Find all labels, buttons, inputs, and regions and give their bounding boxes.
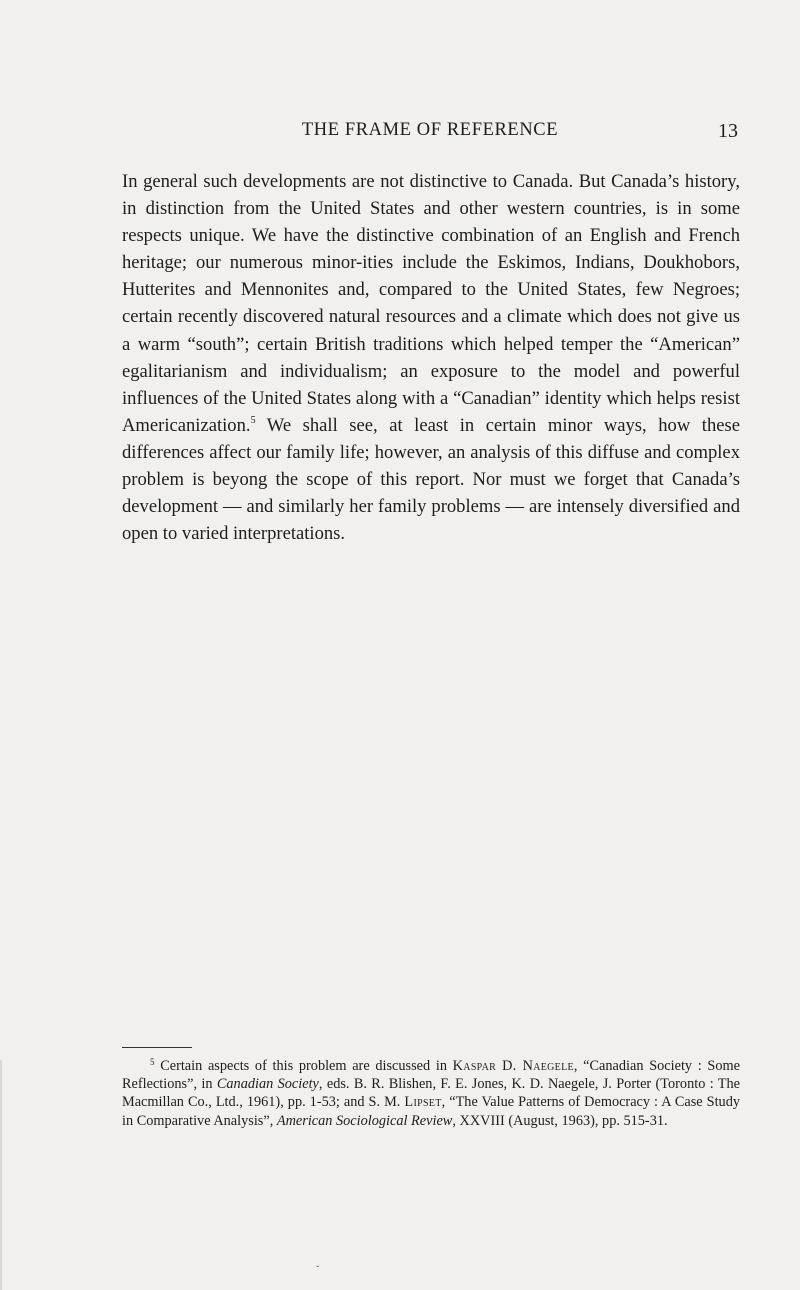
body-paragraph	[122, 168, 740, 547]
footnote-text: , “The Value Patterns of Democracy : A Case Study in Comparative Analysis”,	[122, 1094, 741, 1129]
scan-edge-mark	[0, 1060, 2, 1290]
footnote-text: , XXVIII (August, 1963), pp. 515-31.	[452, 1112, 668, 1129]
footnote-journal-title: Canadian Society	[216, 1076, 319, 1093]
footnote-text: , eds. B. R. Blishen, F. E. Jones, K. D. Naegele, J. Porter (Toronto : The Macmillan Co., Ltd., 1961), pp. 1-53; and S. M.	[122, 1076, 741, 1111]
footnote-reference: 5	[250, 414, 256, 426]
page-header	[122, 120, 738, 150]
scan-tick-mark: ˇ	[316, 1265, 320, 1276]
footnote-journal-title: American Sociological Review	[276, 1112, 453, 1129]
paragraph-text-part1: In general such developments are not distinctive to Canada. But Canada’s history, in distinction from the United States and other western countries, is in some respects unique. We have the distinctive combination of an English and French heritage; our numerous minor-ities include the Eskimos, Indians, Doukhobors, Hutterites and Mennonites and, compared to the United States, few Negroes; certain recently discovered natural resources and a climate which does not give us a warm “south”; certain British traditions which helped temper the “American” egalitarianism and individualism; an exposure to the model and powerful influences of the United States along with a “Canadian” identity which helps resist Americanization.	[122, 171, 740, 436]
footnote-marker: 5	[150, 1057, 155, 1067]
footnote-text: , “Canadian Society : Some Reflections”, in	[122, 1058, 740, 1093]
footnote-author: Lipset	[404, 1094, 442, 1111]
footnote-divider	[122, 1047, 192, 1048]
footnote-author: Kaspar D. Naegele	[452, 1058, 574, 1074]
page-number: 13	[718, 120, 738, 142]
footnote	[122, 1057, 740, 1130]
footnote-text: Certain aspects of this problem are discussed in	[154, 1058, 453, 1074]
paragraph-text-part2: We shall see, at least in certain minor ways, how these differences affect our family life; however, an analysis of this diffuse and complex problem is beyong the scope of this report. Nor must we forget that Canada’s development — and similarly her family problems — are intensely diversified and open to varied interpretations.	[122, 414, 740, 545]
running-head: THE FRAME OF REFERENCE	[301, 120, 559, 140]
